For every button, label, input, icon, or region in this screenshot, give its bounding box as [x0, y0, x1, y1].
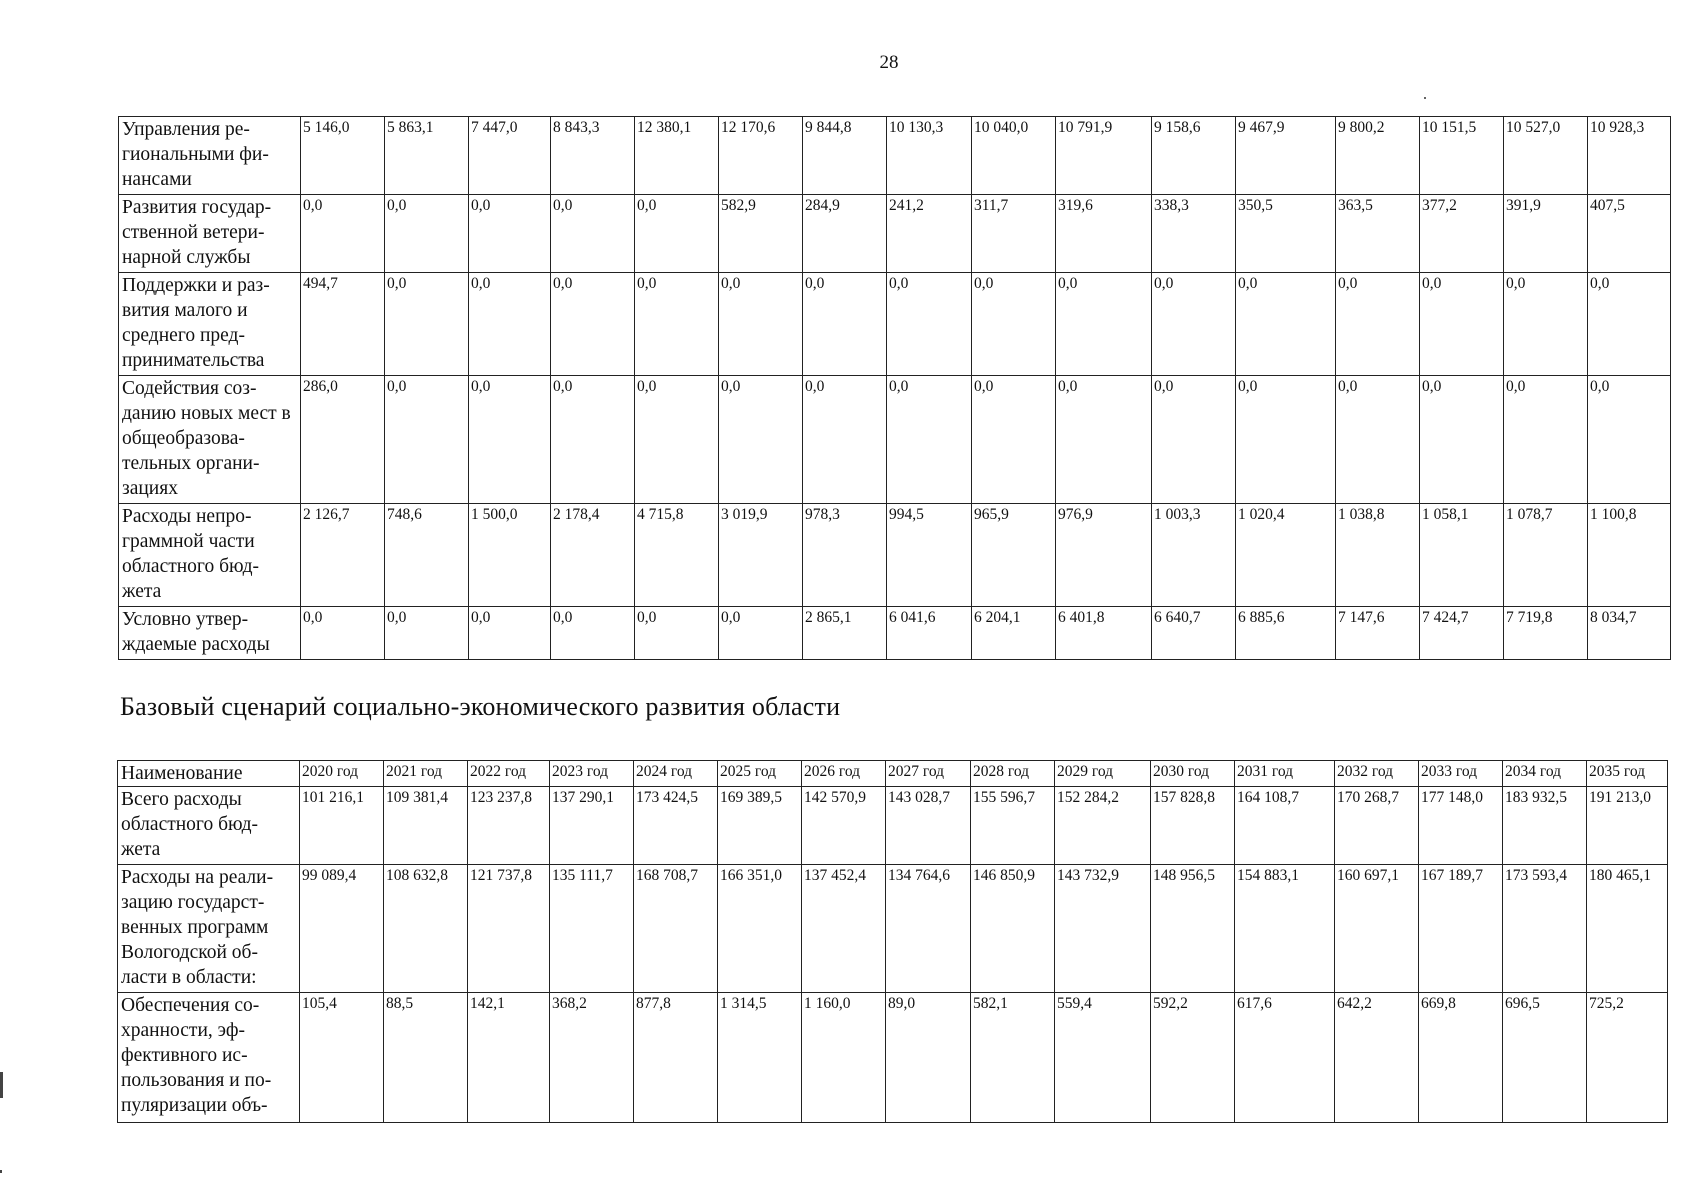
value-cell: 0,0 [1420, 376, 1504, 504]
column-header-year: 2024 год [634, 761, 718, 787]
value-cell: 155 596,7 [971, 787, 1055, 865]
table-row [119, 195, 1671, 273]
value-cell: 0,0 [1420, 273, 1504, 376]
value-cell: 725,2 [1587, 993, 1668, 1123]
value-cell: 2 178,4 [551, 504, 635, 607]
value-cell: 0,0 [719, 607, 803, 660]
value-cell: 123 237,8 [468, 787, 550, 865]
column-header-year: 2030 год [1151, 761, 1235, 787]
value-cell: 1 020,4 [1236, 504, 1336, 607]
value-cell: 0,0 [719, 376, 803, 504]
table-row [119, 504, 1671, 607]
value-cell: 0,0 [719, 273, 803, 376]
value-cell: 494,7 [301, 273, 385, 376]
value-cell: 1 058,1 [1420, 504, 1504, 607]
value-cell: 166 351,0 [718, 865, 802, 993]
value-cell: 0,0 [385, 273, 469, 376]
base-scenario-table [117, 760, 1668, 1123]
column-header-name: Наименование [118, 761, 300, 787]
value-cell: 9 158,6 [1152, 117, 1236, 195]
value-cell: 6 401,8 [1056, 607, 1152, 660]
value-cell: 10 527,0 [1504, 117, 1588, 195]
value-cell: 152 284,2 [1055, 787, 1151, 865]
row-label: Расходы на реали-зацию государст-венных программ Вологодской об-ласти в области: [118, 865, 300, 993]
value-cell: 0,0 [1336, 273, 1420, 376]
table-body [119, 117, 1671, 660]
section-heading: Базовый сценарий социально-экономического развития области [120, 692, 841, 721]
value-cell: 284,9 [803, 195, 887, 273]
value-cell: 88,5 [384, 993, 468, 1123]
column-header-year: 2034 год [1503, 761, 1587, 787]
value-cell: 0,0 [1056, 376, 1152, 504]
value-cell: 582,9 [719, 195, 803, 273]
expenditure-table-continued [118, 116, 1671, 660]
row-label: Управления ре-гиональными фи-нансами [119, 117, 301, 195]
value-cell: 10 791,9 [1056, 117, 1152, 195]
value-cell: 9 467,9 [1236, 117, 1336, 195]
value-cell: 143 732,9 [1055, 865, 1151, 993]
value-cell: 134 764,6 [886, 865, 971, 993]
value-cell: 135 111,7 [550, 865, 634, 993]
value-cell: 6 885,6 [1236, 607, 1336, 660]
value-cell: 191 213,0 [1587, 787, 1668, 865]
value-cell: 177 148,0 [1419, 787, 1503, 865]
value-cell: 0,0 [469, 607, 551, 660]
value-cell: 5 863,1 [385, 117, 469, 195]
value-cell: 978,3 [803, 504, 887, 607]
column-header-year: 2028 год [971, 761, 1055, 787]
row-label: Поддержки и раз-вития малого и среднего пред-принимательства [119, 273, 301, 376]
table-row [118, 787, 1668, 865]
row-label: Развития государ-ственной ветери-нарной службы [119, 195, 301, 273]
value-cell: 311,7 [972, 195, 1056, 273]
value-cell: 592,2 [1151, 993, 1235, 1123]
value-cell: 0,0 [385, 607, 469, 660]
value-cell: 183 932,5 [1503, 787, 1587, 865]
column-header-year: 2033 год [1419, 761, 1503, 787]
column-header-year: 2020 год [300, 761, 384, 787]
value-cell: 377,2 [1420, 195, 1504, 273]
value-cell: 965,9 [972, 504, 1056, 607]
value-cell: 391,9 [1504, 195, 1588, 273]
table-row [118, 865, 1668, 993]
value-cell: 137 290,1 [550, 787, 634, 865]
value-cell: 642,2 [1335, 993, 1419, 1123]
column-header-year: 2025 год [718, 761, 802, 787]
value-cell: 0,0 [551, 376, 635, 504]
value-cell: 105,4 [300, 993, 384, 1123]
row-label: Всего расходы областного бюд-жета [118, 787, 300, 865]
column-header-year: 2027 год [886, 761, 971, 787]
table-row [119, 117, 1671, 195]
column-header-year: 2031 год [1235, 761, 1335, 787]
value-cell: 146 850,9 [971, 865, 1055, 993]
value-cell: 0,0 [887, 376, 972, 504]
value-cell: 8 843,3 [551, 117, 635, 195]
header-row [118, 761, 1668, 787]
value-cell: 0,0 [887, 273, 972, 376]
value-cell: 101 216,1 [300, 787, 384, 865]
value-cell: 12 170,6 [719, 117, 803, 195]
row-label: Расходы непро-граммной части областного бюд-жета [119, 504, 301, 607]
value-cell: 0,0 [1236, 376, 1336, 504]
value-cell: 173 424,5 [634, 787, 718, 865]
value-cell: 0,0 [1588, 273, 1671, 376]
table-body [118, 787, 1668, 1123]
table-row [118, 993, 1668, 1123]
value-cell: 6 204,1 [972, 607, 1056, 660]
value-cell: 0,0 [469, 376, 551, 504]
value-cell: 10 040,0 [972, 117, 1056, 195]
value-cell: 0,0 [385, 376, 469, 504]
column-header-year: 2032 год [1335, 761, 1419, 787]
value-cell: 168 708,7 [634, 865, 718, 993]
value-cell: 1 038,8 [1336, 504, 1420, 607]
value-cell: 137 452,4 [802, 865, 886, 993]
scan-edge-mark [0, 1072, 3, 1098]
value-cell: 0,0 [635, 607, 719, 660]
value-cell: 1 003,3 [1152, 504, 1236, 607]
value-cell: 0,0 [1336, 376, 1420, 504]
value-cell: 6 640,7 [1152, 607, 1236, 660]
value-cell: 3 019,9 [719, 504, 803, 607]
column-header-year: 2035 год [1587, 761, 1668, 787]
value-cell: 0,0 [301, 607, 385, 660]
value-cell: 0,0 [635, 195, 719, 273]
value-cell: 407,5 [1588, 195, 1671, 273]
value-cell: 976,9 [1056, 504, 1152, 607]
value-cell: 9 800,2 [1336, 117, 1420, 195]
scan-edge-mark [0, 1170, 2, 1173]
value-cell: 368,2 [550, 993, 634, 1123]
value-cell: 1 160,0 [802, 993, 886, 1123]
value-cell: 582,1 [971, 993, 1055, 1123]
row-label: Условно утвер-ждаемые расходы [119, 607, 301, 660]
value-cell: 0,0 [1588, 376, 1671, 504]
value-cell: 0,0 [803, 376, 887, 504]
value-cell: 696,5 [1503, 993, 1587, 1123]
value-cell: 7 447,0 [469, 117, 551, 195]
value-cell: 4 715,8 [635, 504, 719, 607]
value-cell: 157 828,8 [1151, 787, 1235, 865]
value-cell: 10 151,5 [1420, 117, 1504, 195]
value-cell: 7 424,7 [1420, 607, 1504, 660]
value-cell: 0,0 [972, 376, 1056, 504]
value-cell: 994,5 [887, 504, 972, 607]
column-header-year: 2023 год [550, 761, 634, 787]
value-cell: 338,3 [1152, 195, 1236, 273]
value-cell: 669,8 [1419, 993, 1503, 1123]
value-cell: 5 146,0 [301, 117, 385, 195]
table-row [119, 607, 1671, 660]
value-cell: 0,0 [301, 195, 385, 273]
column-header-year: 2026 год [802, 761, 886, 787]
value-cell: 0,0 [469, 273, 551, 376]
value-cell: 10 928,3 [1588, 117, 1671, 195]
value-cell: 148 956,5 [1151, 865, 1235, 993]
value-cell: 0,0 [1152, 376, 1236, 504]
value-cell: 0,0 [551, 195, 635, 273]
value-cell: 167 189,7 [1419, 865, 1503, 993]
value-cell: 142 570,9 [802, 787, 886, 865]
value-cell: 0,0 [469, 195, 551, 273]
value-cell: 143 028,7 [886, 787, 971, 865]
value-cell: 350,5 [1236, 195, 1336, 273]
value-cell: 748,6 [385, 504, 469, 607]
value-cell: 99 089,4 [300, 865, 384, 993]
value-cell: 12 380,1 [635, 117, 719, 195]
value-cell: 1 314,5 [718, 993, 802, 1123]
value-cell: 877,8 [634, 993, 718, 1123]
value-cell: 160 697,1 [1335, 865, 1419, 993]
value-cell: 0,0 [972, 273, 1056, 376]
value-cell: 0,0 [385, 195, 469, 273]
value-cell: 0,0 [1152, 273, 1236, 376]
value-cell: 109 381,4 [384, 787, 468, 865]
column-header-year: 2029 год [1055, 761, 1151, 787]
value-cell: 1 078,7 [1504, 504, 1588, 607]
value-cell: 2 126,7 [301, 504, 385, 607]
value-cell: 142,1 [468, 993, 550, 1123]
value-cell: 173 593,4 [1503, 865, 1587, 993]
value-cell: 7 719,8 [1504, 607, 1588, 660]
value-cell: 164 108,7 [1235, 787, 1335, 865]
value-cell: 1 100,8 [1588, 504, 1671, 607]
value-cell: 10 130,3 [887, 117, 972, 195]
value-cell: 6 041,6 [887, 607, 972, 660]
column-header-year: 2022 год [468, 761, 550, 787]
value-cell: 0,0 [1504, 376, 1588, 504]
value-cell: 121 737,8 [468, 865, 550, 993]
value-cell: 8 034,7 [1588, 607, 1671, 660]
value-cell: 0,0 [551, 607, 635, 660]
value-cell: 241,2 [887, 195, 972, 273]
value-cell: 169 389,5 [718, 787, 802, 865]
value-cell: 0,0 [1504, 273, 1588, 376]
value-cell: 0,0 [1056, 273, 1152, 376]
value-cell: 286,0 [301, 376, 385, 504]
value-cell: 617,6 [1235, 993, 1335, 1123]
value-cell: 7 147,6 [1336, 607, 1420, 660]
value-cell: 0,0 [635, 273, 719, 376]
page-number: 28 [879, 52, 899, 73]
scan-speck [1424, 97, 1426, 99]
table-row [119, 273, 1671, 376]
table-row [119, 376, 1671, 504]
row-label: Содействия соз-данию новых мест в общеобразова-тельных органи-зациях [119, 376, 301, 504]
value-cell: 0,0 [635, 376, 719, 504]
value-cell: 154 883,1 [1235, 865, 1335, 993]
row-label: Обеспечения со-хранности, эф-фективного ис-пользования и по-пуляризации объ- [118, 993, 300, 1123]
value-cell: 9 844,8 [803, 117, 887, 195]
value-cell: 89,0 [886, 993, 971, 1123]
value-cell: 319,6 [1056, 195, 1152, 273]
value-cell: 0,0 [803, 273, 887, 376]
value-cell: 0,0 [1236, 273, 1336, 376]
value-cell: 2 865,1 [803, 607, 887, 660]
column-header-year: 2021 год [384, 761, 468, 787]
value-cell: 363,5 [1336, 195, 1420, 273]
value-cell: 559,4 [1055, 993, 1151, 1123]
value-cell: 0,0 [551, 273, 635, 376]
value-cell: 108 632,8 [384, 865, 468, 993]
value-cell: 170 268,7 [1335, 787, 1419, 865]
value-cell: 180 465,1 [1587, 865, 1668, 993]
table-header [118, 761, 1668, 787]
value-cell: 1 500,0 [469, 504, 551, 607]
